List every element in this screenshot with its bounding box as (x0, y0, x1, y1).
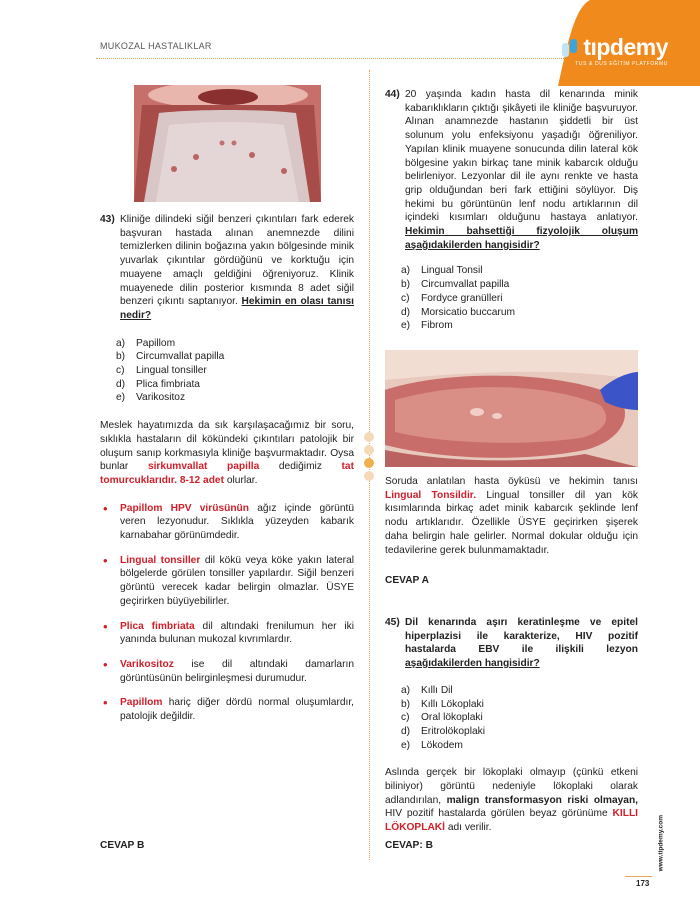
question-text: Dil kenarında aşırı keratinleşme ve epitel hiperplazisi ile karakterize, HIV pozitif hastalarda EBV ile ilişkili lezyon (405, 617, 638, 656)
option-b[interactable]: b) Circumvallat papilla (401, 279, 510, 291)
option-a[interactable]: a) Lingual Tonsil (401, 265, 483, 277)
question-44 (385, 88, 638, 333)
option-c[interactable]: c) Lingual tonsiller (116, 365, 207, 377)
website-url[interactable]: www.tipdemy.com (657, 815, 664, 872)
decor-dot (364, 445, 374, 455)
question-45 (385, 616, 638, 835)
logo-icon (560, 37, 582, 59)
question-text: Kliniğe dilindeki siğil benzeri çıkıntıları fark ederek başvuran hastada alınan anemnezde dilini temizlerken dilinin boğazına yakın bölgesinde minik yuvarlak çıkıntılar gördüğünü ve korktuğu için muayene amaçlı geldiğini öğreniyoruz. Klinik muayenede dilin posterior kısmında 8 adet siğil benzeri çıkıntı saptanıyor. (120, 214, 354, 308)
option-c[interactable]: c) Fordyce granülleri (401, 292, 503, 304)
question-number: 44) (385, 89, 400, 100)
bullet-item: • Papillom hariç diğer dördü normal oluşumlardır, patolojik değildir. (100, 696, 354, 723)
answer-44: CEVAP A (385, 575, 429, 587)
explanation-44: Soruda anlatılan hasta öyküsü ve hekimin tanısı Lingual Tonsildir. Lingual tonsiller dil yan kök kısımlarında birkaç adet minik kabarcık şeklinde lenf nodu artıklarıdır. Özellikle ÜSYE geçirirken şişerek daha belirgin hale gelirler. Normal dokular olduğu için tedavilerine gerek bulunmamaktadır. CEVAP A (385, 476, 638, 587)
decor-dot (364, 432, 374, 442)
question-prompt: Hekimin en olası tanısı nedir? (120, 296, 354, 321)
question-prompt: Hekimin bahsettiği fizyolojik oluşum aşağıdakilerden hangisidir? (405, 226, 638, 251)
bullet-item: • Varikositoz ise dil altındaki damarların görüntüsünün belirginleşmesi durumudur. (100, 658, 354, 685)
option-d[interactable]: d) Plica fimbriata (116, 378, 200, 390)
option-b[interactable]: b) Circumvallat papilla (116, 351, 225, 363)
explanation-bullets (100, 502, 354, 724)
brand-logo: tıpdemy (583, 34, 668, 60)
option-b[interactable]: b) Kıllı Lökoplaki (401, 698, 484, 710)
bullet-item: • Papillom HPV virüsünün ağız içinde görüntü veren lezyonudur. Sıklıkla yüzeyden kabarık karnabahar görünümdedir. (100, 502, 354, 543)
options-list (100, 337, 354, 406)
options-list (385, 684, 638, 753)
option-e[interactable]: e) Lökodem (401, 739, 463, 751)
brand-tagline: TUS & DUS EĞİTİM PLATFORMU (575, 61, 668, 67)
tongue-photo-posterior (134, 85, 321, 202)
option-e[interactable]: e) Varikositoz (116, 392, 186, 404)
explanation: Meslek hayatımızda da sık karşılaşacağımız bir soru, sıklıkla hastaların dil kökündeki çıkıntıları patolojik bir oluşum sanıp korkmasıyla kliniğe başvurmaktadır. Oysa bunlar sirkumvallat papilla dediğimiz tat tomurcuklarıdır. 8-12 adet olurlar. (100, 420, 354, 486)
option-e[interactable]: e) Fibrom (401, 320, 453, 332)
answer-45: CEVAP: B (385, 840, 433, 851)
bullet-item: • Plica fimbriata dil altındaki frenilumun her iki yanında bulunan mukozal kıvrımlardır. (100, 620, 354, 647)
decor-dot (364, 471, 374, 481)
option-a[interactable]: a) Papillom (116, 337, 176, 349)
option-c[interactable]: c) Oral lökoplaki (401, 712, 483, 724)
page-number-line (625, 876, 652, 877)
options-list (385, 264, 638, 333)
page-number: 173 (636, 879, 650, 888)
question-43 (100, 213, 354, 735)
question-number: 45) (385, 617, 400, 628)
header-divider (96, 58, 616, 59)
bullet-item: • Lingual tonsiller dil kökü veya köke yakın lateral bölgelerde görülen tonsiller yapılardır. Siğil benzeri görüntü verecek kadar belirgin olmazlar. ÜSYE geçirirken büyüyebilirler. (100, 554, 354, 609)
option-d[interactable]: d) Eritrolökoplaki (401, 725, 485, 737)
question-prompt: aşağıdakilerden hangisidir? (405, 658, 540, 670)
section-title: MUKOZAL HASTALIKLAR (100, 41, 212, 51)
explanation-45: Aslında gerçek bir lökoplaki olmayıp (çünkü etkeni biliniyor) görüntü nedeniyle lökoplaki olarak adlandırılan, malign transformasyon riski olmayan, HIV pozitif hastalarda görülen beyaz görünüme KILLI LÖKOPLAKİ adı verilir. (385, 767, 638, 834)
option-d[interactable]: d) Morsicatio buccarum (401, 306, 515, 318)
question-number: 43) (100, 214, 115, 225)
question-text: 20 yaşında kadın hasta dil kenarında minik kabarıklıkların çıktığı şikâyeti ile kliniğe başvuruyor. Alınan anamnezde hastanın şiddetli bir üst solunum yolu enfeksiyonu yaşadığı öğreniliyor. Yapılan klinik muayene sonucunda dilin lateral kök bölgesine yakın birkaç tane minik kabarcık olduğu belirleniyor. Lezyonlar dil ile aynı renkte ve hasta grip olduğundan beri fark ettiğini söylüyor. Diş hekimi bu görüntünün lenf nodu artıklarının dil içindeki kısımları olduğunu hastaya anlatıyor. (405, 89, 638, 224)
decor-dot (364, 458, 374, 468)
option-a[interactable]: a) Kıllı Dil (401, 684, 453, 696)
answer-43: CEVAP B (100, 840, 145, 851)
tongue-photo-lateral (385, 350, 638, 467)
